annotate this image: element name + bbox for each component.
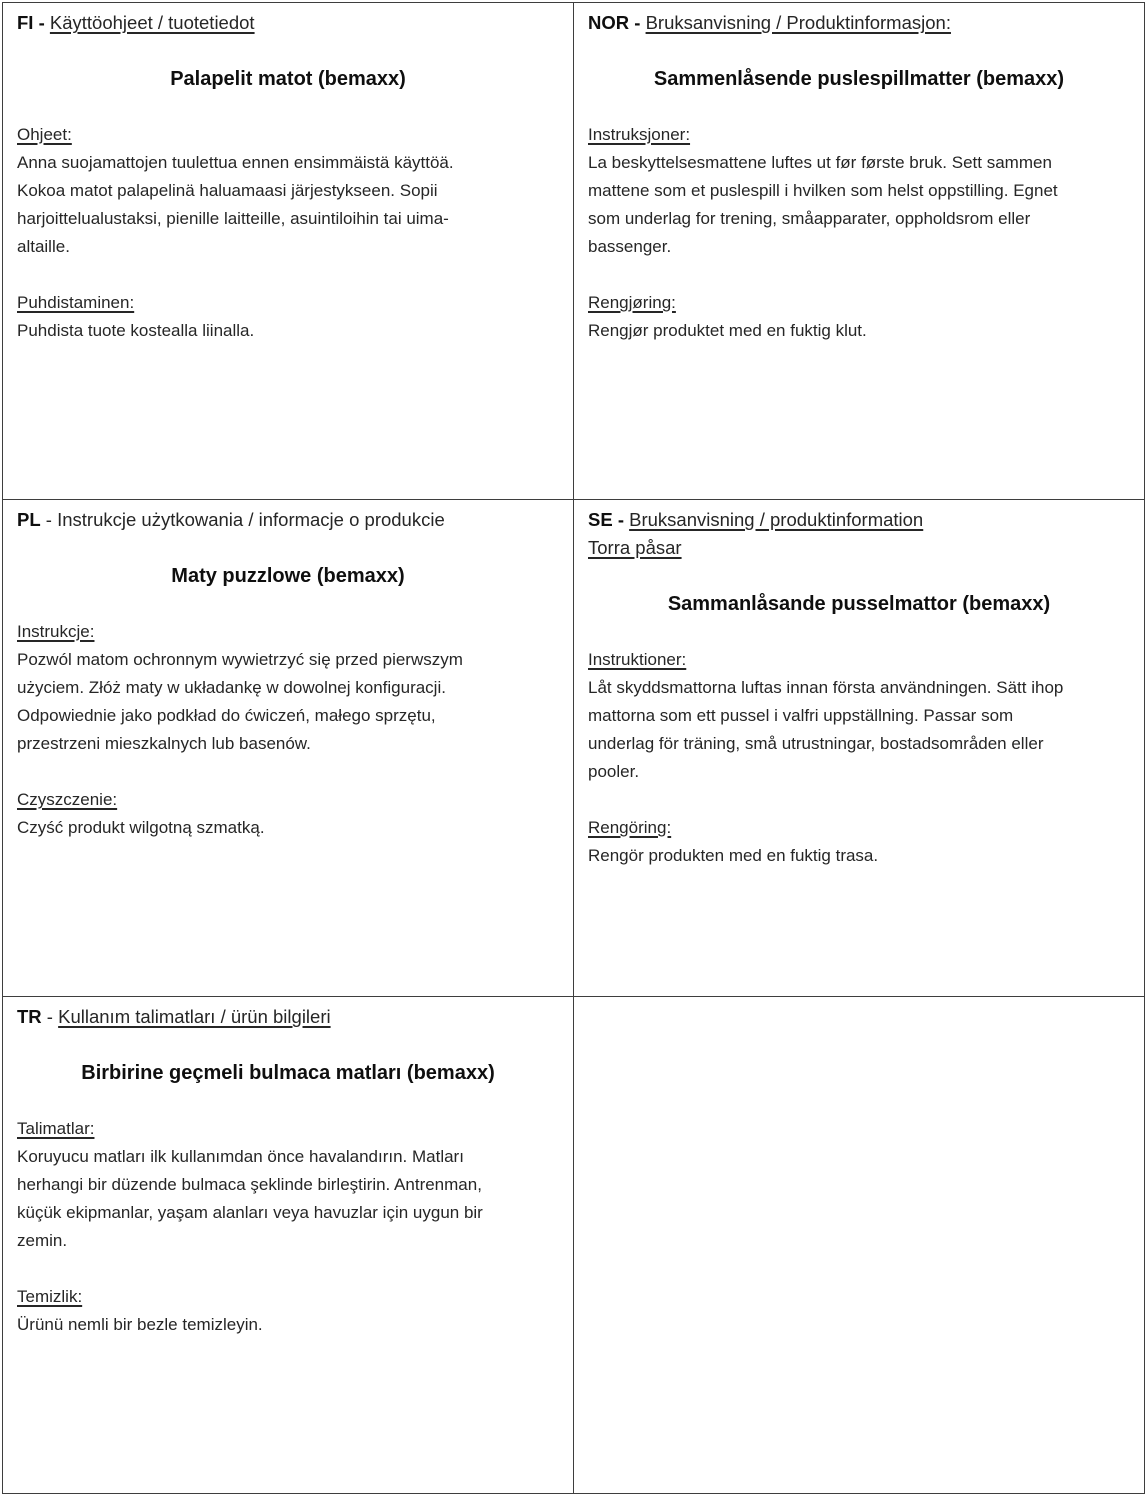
section-label	[17, 1283, 559, 1311]
language-code-pl: PL	[17, 509, 41, 530]
language-header-tr	[17, 1003, 559, 1031]
language-header-fi	[17, 9, 559, 37]
section-text: Pozwól matom ochronnym wywietrzyć się przed pierwszym użyciem. Złóż maty w układankę w dowolnej konfiguracji. Odpowiednie jako podkład do ćwiczeń, małego sprzętu, przestrzeni mieszkalnych lub basenów.	[17, 650, 463, 753]
language-code-fi: FI -	[17, 12, 45, 33]
product-title-tr: Birbirine geçmeli bulmaca matları (bemaxx)	[81, 1062, 495, 1084]
header-title-nor: Bruksanvisning / Produktinformasjon:	[645, 12, 951, 33]
header-title-se: Bruksanvisning / produktinformation	[629, 509, 924, 530]
product-title-fi: Palapelit matot (bemaxx)	[170, 68, 406, 90]
section-label	[17, 618, 559, 646]
table-row	[3, 997, 1145, 1494]
header-title-fi: Käyttöohjeet / tuotetiedot	[49, 12, 255, 33]
product-title-pl: Maty puzzlowe (bemaxx)	[171, 565, 405, 587]
section-text: Ürünü nemli bir bezle temizleyin.	[17, 1315, 263, 1334]
section-label-text: Instrukcje:	[17, 622, 95, 641]
language-code-nor: NOR -	[588, 12, 641, 33]
table-row	[3, 3, 1145, 500]
cell-pl	[3, 500, 574, 997]
section-text: Koruyucu matları ilk kullanımdan önce havalandırın. Matları herhangi bir düzende bulmaca şeklinde birleştirin. Antrenman, küçük ekipmanlar, yaşam alanları veya havuzlar için uygun bir zemin.	[17, 1147, 483, 1250]
product-title-nor: Sammenlåsende puslespillmatter (bemaxx)	[653, 68, 1065, 90]
cell-se	[574, 500, 1145, 997]
section-label-text: Rengjøring:	[588, 293, 676, 312]
language-header-se	[588, 506, 1130, 534]
header-title-tr: Kullanım talimatları / ürün bilgileri	[58, 1006, 331, 1027]
cell-nor	[574, 3, 1145, 500]
cell-tr	[3, 997, 574, 1494]
section-text: Låt skyddsmattorna luftas innan första användningen. Sätt ihop mattorna som ett pussel i valfri uppställning. Passar som underlag för träning, små utrustningar, bostadsområden eller pooler.	[588, 678, 1064, 781]
section-label	[588, 121, 1130, 149]
section-label	[17, 289, 559, 317]
header-subtitle-se: Torra påsar	[588, 537, 682, 558]
section-text: Czyść produkt wilgotną szmatką.	[17, 818, 265, 837]
section-text: Puhdista tuote kostealla liinalla.	[17, 321, 255, 340]
section-label-text: Rengöring:	[588, 818, 672, 837]
language-header-pl	[17, 506, 559, 534]
section-text: Rengjør produktet med en fuktig klut.	[588, 321, 867, 340]
section-label-text: Czyszczenie:	[17, 790, 118, 809]
table-row	[3, 500, 1145, 997]
section-label	[17, 786, 559, 814]
section-text: Rengör produkten med en fuktig trasa.	[588, 846, 879, 865]
header-title-pl: Instrukcje użytkowania / informacje o produkcie	[57, 509, 445, 530]
instruction-table	[2, 2, 1145, 1494]
section-label-text: Ohjeet:	[17, 125, 72, 144]
section-label-text: Instruksjoner:	[588, 125, 691, 144]
section-label-text: Puhdistaminen:	[17, 293, 135, 312]
section-label	[17, 1115, 559, 1143]
section-label-text: Temizlik:	[17, 1287, 83, 1306]
section-text: La beskyttelsesmattene luftes ut før første bruk. Sett sammen mattene som et puslespill i hvilken som helst oppstilling. Egnet som underlag for trening, småapparater, oppholdsrom eller bassenger.	[588, 153, 1058, 256]
section-label	[588, 646, 1130, 674]
section-label	[17, 121, 559, 149]
header-separator: -	[41, 1006, 59, 1027]
section-label	[588, 289, 1130, 317]
section-label-text: Talimatlar:	[17, 1119, 95, 1138]
language-header-nor	[588, 9, 1130, 37]
section-text: Anna suojamattojen tuulettua ennen ensimmäistä käyttöä. Kokoa matot palapelinä haluamaasi järjestykseen. Sopii harjoittelualustaksi, pienille laitteille, asuintiloihin tai uima- altaille.	[17, 153, 454, 256]
product-title-se: Sammanlåsande pusselmattor (bemaxx)	[667, 593, 1051, 615]
cell-empty	[574, 997, 1145, 1494]
header-separator: -	[40, 509, 58, 530]
language-code-se: SE -	[588, 509, 624, 530]
cell-fi	[3, 3, 574, 500]
section-label-text: Instruktioner:	[588, 650, 687, 669]
section-label	[588, 814, 1130, 842]
language-header-se-line2	[588, 534, 1130, 562]
language-code-tr: TR	[17, 1006, 42, 1027]
